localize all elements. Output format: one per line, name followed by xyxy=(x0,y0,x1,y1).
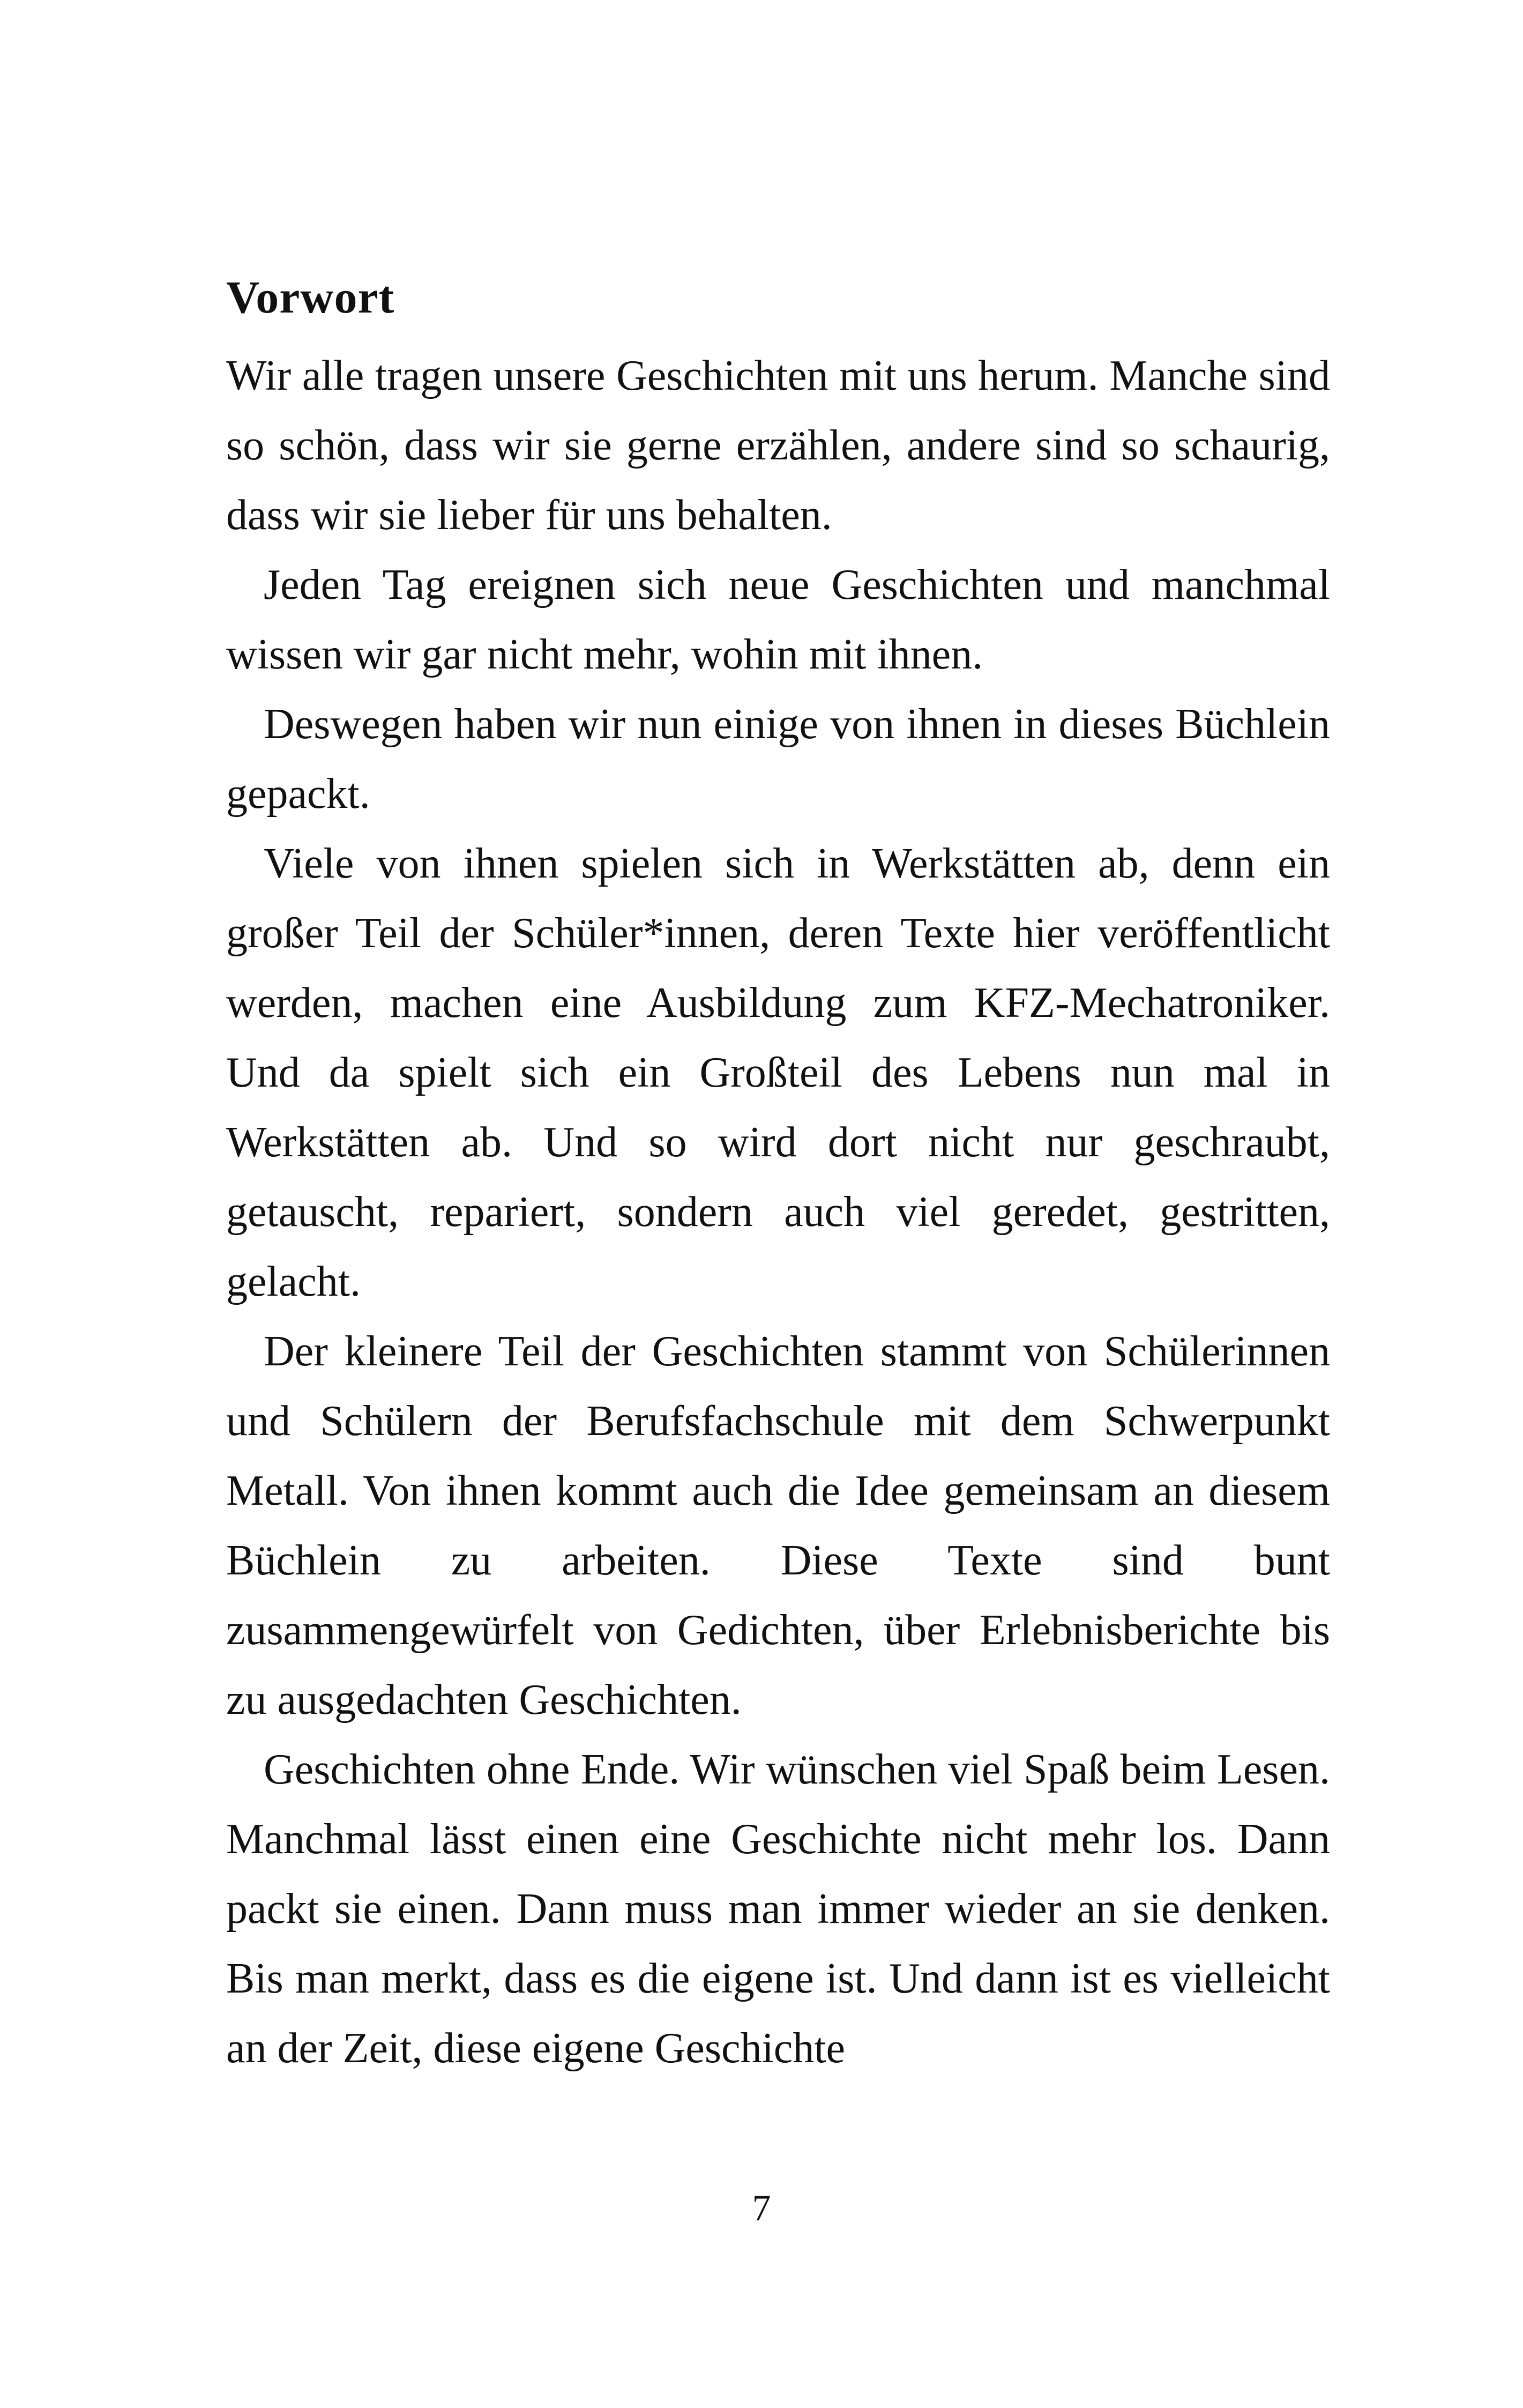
paragraph-4: Viele von ihnen spielen sich in Werkstätten ab, denn ein großer Teil der Schüler*innen, deren Texte hier veröffentlicht werden, machen eine Ausbildung zum KFZ-Mechatroniker. Und da spielt sich ein Großteil des Lebens nun mal in Werkstätten ab. Und so wird dort nicht nur geschraubt, getauscht, repariert, sondern auch viel geredet, gestritten, gelacht. xyxy=(226,840,1330,1305)
page-number: 7 xyxy=(752,2188,771,2229)
paragraph-5: Der kleinere Teil der Geschichten stammt von Schülerinnen und Schülern der Berufsfachschule mit dem Schwerpunkt Metall. Von ihnen kommt auch die Idee gemeinsam an diesem Büchlein zu arbeiten. Diese Texte sind bunt zusammengewürfelt von Gedichten, über Erlebnisberichte bis zu ausgedachten Geschichten. xyxy=(226,1328,1330,1723)
page-title: Vorwort xyxy=(226,271,395,323)
paragraph-1: Wir alle tragen unsere Geschichten mit uns herum. Manche sind so schön, dass wir sie gerne erzählen, andere sind so schaurig, dass wir sie lieber für uns behalten. xyxy=(226,352,1330,539)
paragraph-6: Geschichten ohne Ende. Wir wünschen viel Spaß beim Lesen. Manchmal lässt einen eine Geschichte nicht mehr los. Dann packt sie einen. Dann muss man immer wieder an sie denken. Bis man merkt, dass es die eigene ist. Und dann ist es vielleicht an der Zeit, diese eigene Geschichte xyxy=(226,1746,1330,2072)
paragraph-3: Deswegen haben wir nun einige von ihnen in dieses Büchlein gepackt. xyxy=(226,701,1330,817)
paragraph-2: Jeden Tag ereignen sich neue Geschichten und manchmal wissen wir gar nicht mehr, wohin mit ihnen. xyxy=(226,561,1330,678)
foreword-text-block xyxy=(226,265,1330,2083)
